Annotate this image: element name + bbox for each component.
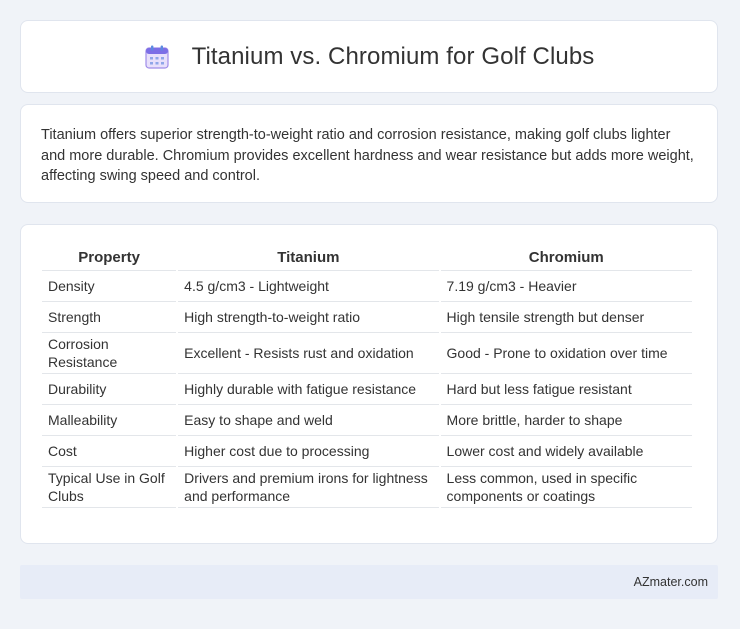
intro-card — [20, 104, 718, 203]
table-row — [42, 271, 692, 302]
table-row — [42, 333, 692, 374]
table-header-row — [42, 244, 692, 271]
cell-chromium: Lower cost and widely available — [441, 436, 692, 467]
cell-titanium: Higher cost due to processing — [178, 436, 438, 467]
column-header-titanium: Titanium — [178, 244, 438, 271]
cell-titanium: Drivers and premium irons for lightness and performance — [178, 467, 438, 508]
cell-property: Cost — [42, 436, 176, 467]
table-row — [42, 436, 692, 467]
cell-chromium: More brittle, harder to shape — [441, 405, 692, 436]
cell-property: Strength — [42, 302, 176, 333]
cell-chromium: 7.19 g/cm3 - Heavier — [441, 271, 692, 302]
cell-property: Durability — [42, 374, 176, 405]
cell-property: Density — [42, 271, 176, 302]
cell-chromium: Less common, used in specific components or coatings — [441, 467, 692, 508]
cell-property: Malleability — [42, 405, 176, 436]
footer — [20, 565, 718, 599]
comparison-table — [40, 244, 694, 508]
title-card — [20, 20, 718, 93]
comparison-card — [20, 224, 718, 544]
column-header-property: Property — [42, 244, 176, 271]
intro-text: Titanium offers superior strength-to-weight ratio and corrosion resistance, making golf clubs lighter and more durable. Chromium provides excellent hardness and wear resistance but adds more weight, affecting swing speed and control. — [41, 127, 694, 184]
column-header-chromium: Chromium — [441, 244, 692, 271]
table-row — [42, 374, 692, 405]
page-title: Titanium vs. Chromium for Golf Clubs — [191, 42, 595, 70]
cell-property: Typical Use in Golf Clubs — [42, 467, 176, 508]
cell-titanium: High strength-to-weight ratio — [178, 302, 438, 333]
table-row — [42, 405, 692, 436]
cell-titanium: Highly durable with fatigue resistance — [178, 374, 438, 405]
cell-titanium: 4.5 g/cm3 - Lightweight — [178, 271, 438, 302]
cell-chromium: Hard but less fatigue resistant — [441, 374, 692, 405]
footer-brand[interactable]: AZmater.com — [633, 575, 708, 589]
table-row — [42, 302, 692, 333]
cell-chromium: Good - Prone to oxidation over time — [441, 333, 692, 374]
cell-titanium: Easy to shape and weld — [178, 405, 438, 436]
cell-property: Corrosion Resistance — [42, 333, 176, 374]
table-row — [42, 467, 692, 508]
cell-chromium: High tensile strength but denser — [441, 302, 692, 333]
calendar-icon — [144, 44, 170, 70]
cell-titanium: Excellent - Resists rust and oxidation — [178, 333, 438, 374]
